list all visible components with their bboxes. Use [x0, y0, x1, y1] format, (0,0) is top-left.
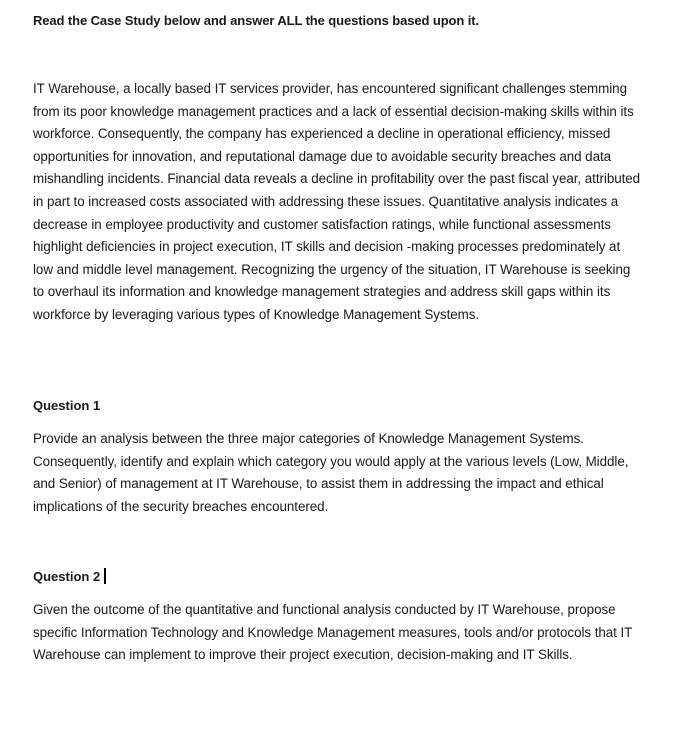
instruction-heading: Read the Case Study below and answer ALL the questions based upon it.	[33, 13, 480, 28]
question-2-body: Given the outcome of the quantitative and functional analysis conducted by IT Warehouse, propose specific Information Technology and Knowledge Management measures, tools and/or protocols that IT Warehouse can implement to improve their project execution, decision-making and IT Skills.	[33, 602, 633, 663]
question-2-heading-line[interactable]	[33, 568, 106, 586]
question-1-heading: Question 1	[33, 398, 101, 413]
text-cursor	[104, 568, 106, 584]
question-2-heading: Question 2	[33, 569, 101, 584]
question-1-body: Provide an analysis between the three major categories of Knowledge Management Systems. Consequently, identify and explain which category you would apply at the various levels (Low, Middle, and Senior) of management at IT Warehouse, to assist them in addressing the impact and ethical implications of the security breaches encountered.	[33, 431, 629, 514]
case-study-paragraph: IT Warehouse, a locally based IT services provider, has encountered significant challenges stemming from its poor knowledge management practices and a lack of essential decision-making skills within its workforce. Consequently, the company has experienced a decline in operational efficiency, missed opportunities for innovation, and reputational damage due to avoidable security breaches and data mishandling incidents. Financial data reveals a decline in profitability over the past fiscal year, attributed in part to increased costs associated with addressing these issues. Quantitative analysis indicates a decrease in employee productivity and customer satisfaction ratings, while functional assessments highlight deficiencies in project execution, IT skills and decision -making processes predominately at low and middle level management. Recognizing the urgency of the situation, IT Warehouse is seeking to overhaul its information and knowledge management strategies and address skill gaps within its workforce by leveraging various types of Knowledge Management Systems.	[33, 81, 641, 322]
